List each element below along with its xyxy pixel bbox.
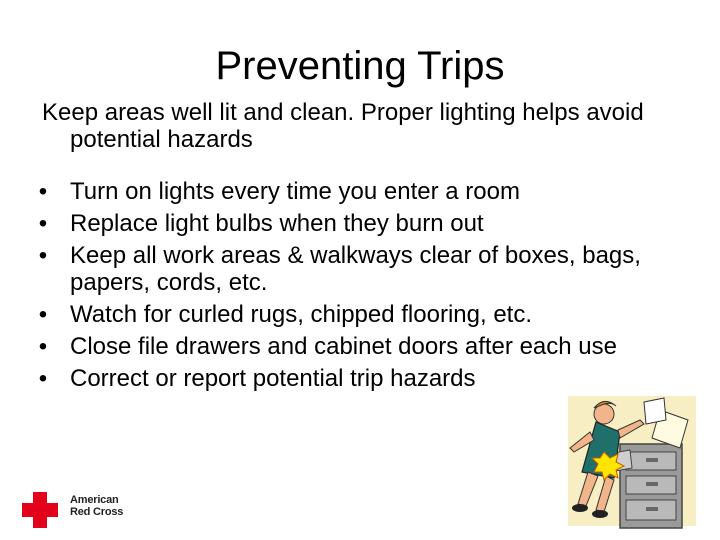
bullet-text: Replace light bulbs when they burn out	[70, 210, 484, 237]
red-cross-icon	[20, 490, 60, 530]
slide-title: Preventing Trips	[215, 44, 505, 88]
logo-wordmark	[70, 494, 123, 518]
bullet-text: Turn on lights every time you enter a room	[70, 178, 520, 205]
american-red-cross-logo	[20, 490, 140, 530]
bullet-marker: •	[38, 178, 48, 205]
bullet-item	[28, 178, 708, 205]
intro-text: Keep areas well lit and clean. Proper lighting helps avoid potential hazards	[42, 99, 644, 153]
bullet-item	[28, 242, 708, 296]
bullet-marker: •	[38, 365, 48, 392]
bullet-marker: •	[38, 210, 48, 237]
bullet-marker: •	[38, 242, 48, 269]
bullet-text: Correct or report potential trip hazards	[70, 365, 476, 392]
person-tripping-on-file-cabinet-icon	[560, 392, 700, 530]
bullet-text: Watch for curled rugs, chipped flooring, etc.	[70, 301, 532, 328]
logo-line-2: Red Cross	[70, 506, 124, 518]
bullet-item	[28, 365, 708, 392]
bullet-marker: •	[38, 301, 48, 328]
bullet-list	[28, 178, 708, 397]
bullet-item	[28, 210, 708, 237]
bullet-text: Close file drawers and cabinet doors after each use	[70, 333, 617, 360]
bullet-item	[28, 333, 708, 360]
bullet-item	[28, 301, 708, 328]
logo-line-1: American	[70, 494, 119, 506]
bullet-text: Keep all work areas & walkways clear of boxes, bags, papers, cords, etc.	[70, 242, 641, 296]
bullet-marker: •	[38, 333, 48, 360]
